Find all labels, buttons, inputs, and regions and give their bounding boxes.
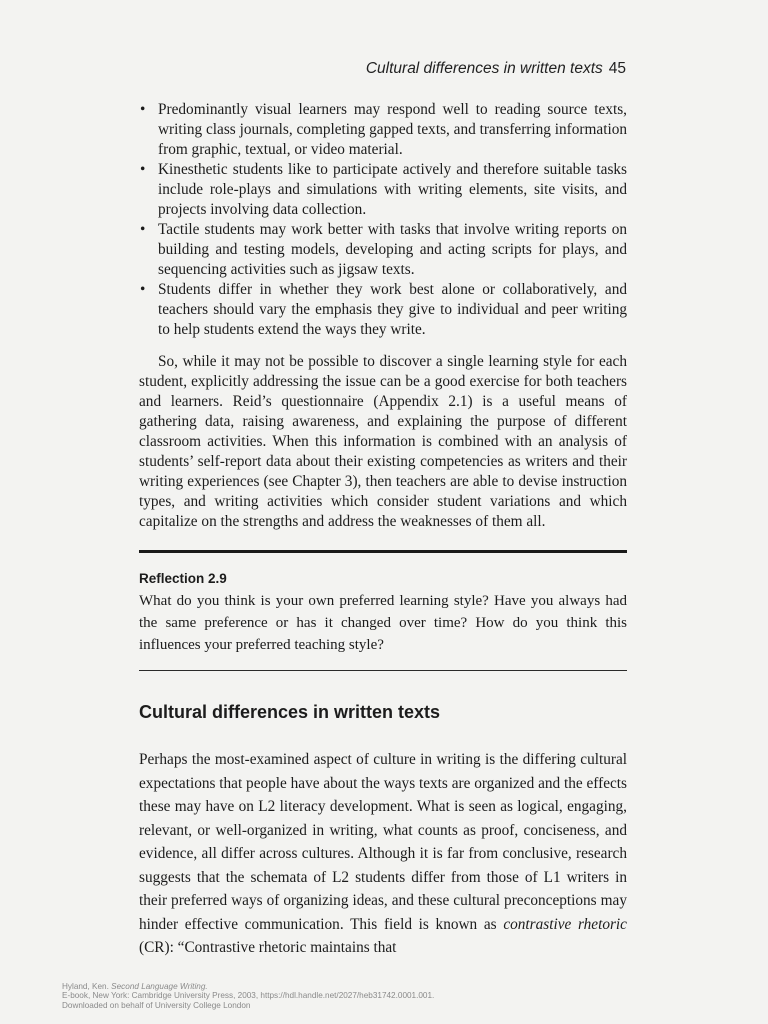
body-paragraph [139, 748, 627, 960]
list-item [139, 280, 627, 340]
running-head-title: Cultural differences in written texts [365, 60, 603, 77]
running-head [366, 60, 626, 78]
reflection-bottom-rule [139, 670, 627, 671]
bullet-marker: • [140, 281, 146, 298]
list-item [139, 100, 627, 160]
footer-line [62, 982, 434, 991]
reflection-title: Reflection 2.9 [139, 571, 227, 586]
list-item-text: Tactile students may work better with tasks that involve writing reports on building and testing models, developing and acting scripts for plays, and sequencing activities such as jigsaw texts. [158, 221, 627, 278]
list-item [139, 220, 627, 280]
bullet-list [139, 100, 627, 340]
list-item-text: Predominantly visual learners may respond well to reading source texts, writing class journals, completing gapped texts, and transferring information from graphic, textual, or video material. [158, 101, 627, 158]
list-item [139, 160, 627, 220]
body-paragraph: So, while it may not be possible to discover a single learning style for each student, explicitly addressing the issue can be a good exercise for both teachers and learners. Reid’s questionnaire (Appendix 2.1) is a useful means of gathering data, raising awareness, and explaining the purpose of different classroom activities. When this information is combined with an analysis of students’ self-report data about their existing competencies as writers and their writing experiences (see Chapter 3), then teachers are able to devise instruction types, and writing activities which consider student variations and which capitalize on the strengths and address the weaknesses of them all. [139, 353, 627, 530]
bullet-marker: • [140, 161, 146, 178]
paragraph-text: Perhaps the most-examined aspect of culture in writing is the differing cultural expectations that people have about the ways texts are organized and the effects these may have on L2 literacy development. What is seen as logical, engaging, relevant, or well-organized in writing, what counts as proof, conciseness, and evidence, all differ across cultures. Although it is far from conclusive, research suggests that the schemata of L2 students differ from those of L1 writers in their preferred ways of organizing ideas, and these cultural preconceptions may hinder effective communication. This field is known as [139, 751, 627, 933]
section-heading: Cultural differences in written texts [139, 702, 441, 722]
italic-term: contrastive rhetoric [503, 915, 627, 933]
bullet-marker: • [140, 101, 146, 118]
paragraph-text: (CR): “Contrastive rhetoric maintains that [139, 939, 397, 956]
page-content [139, 100, 627, 960]
list-item-text: Students differ in whether they work best alone or collaboratively, and teachers should vary the emphasis they give to individual and peer writing to help students extend the ways they write. [158, 281, 627, 338]
footer-line: E-book, New York: Cambridge University Press, 2003, https://hdl.handle.net/2027/heb31742.0001.001. [62, 991, 435, 1001]
citation-footer [62, 982, 434, 1010]
page-number: 45 [608, 60, 626, 77]
footer-book-title: Second Language Writing. [111, 982, 208, 991]
reflection-top-rule [139, 550, 627, 553]
bullet-marker: • [140, 221, 146, 238]
footer-author: Hyland, Ken. [62, 982, 112, 991]
reflection-text: What do you think is your own preferred learning style? Have you always had the same preference or has it changed over time? How do you think this influences your preferred teaching style? [139, 593, 627, 653]
footer-line: Downloaded on behalf of University College London [62, 1000, 251, 1010]
list-item-text: Kinesthetic students like to participate actively and therefore suitable tasks include role-plays and simulations with writing elements, site visits, and projects involving data collection. [158, 161, 627, 218]
